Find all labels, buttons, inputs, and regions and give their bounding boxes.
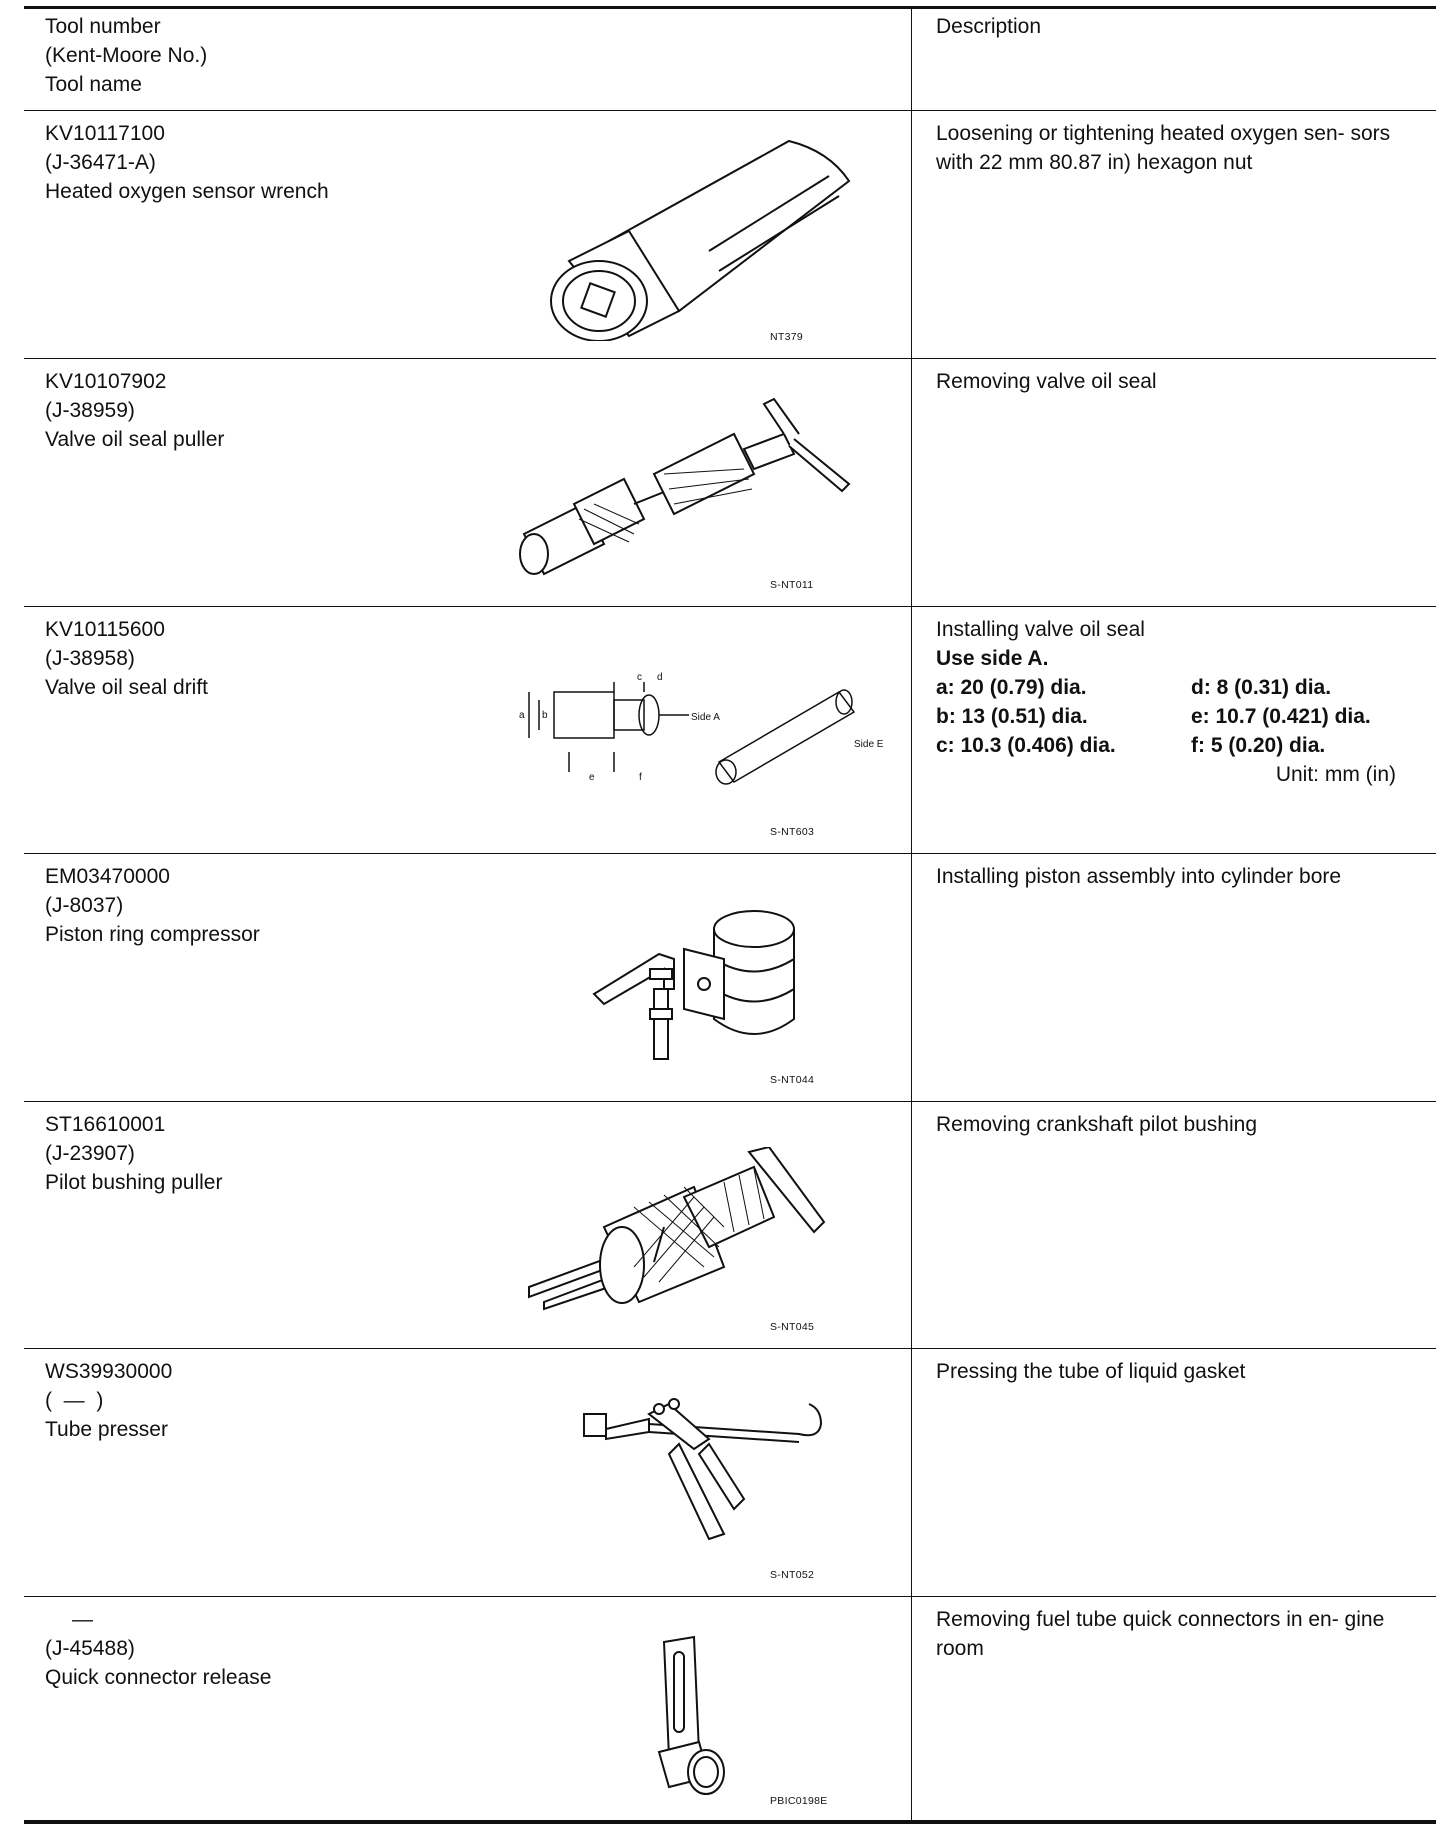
diagram-label-side-e: Side E [854, 739, 884, 750]
spec-e: e: 10.7 (0.421) dia. [1191, 705, 1371, 728]
diagram-label-a: a [519, 710, 525, 721]
tool-name: Pilot bushing puller [45, 1171, 223, 1194]
tool-description-block [936, 615, 1416, 789]
table-row [24, 854, 1436, 1102]
piston-ring-compressor-icon [584, 909, 824, 1074]
table-row [24, 607, 1436, 854]
image-code: S-NT603 [770, 826, 815, 838]
diagram-label-b: b [542, 710, 548, 721]
pilot-bushing-puller-icon [524, 1147, 854, 1322]
image-code: S-NT011 [770, 579, 814, 591]
tool-number: WS39930000 [45, 1360, 173, 1383]
kent-moore-number: (J-8037) [45, 894, 124, 917]
tool-name: Valve oil seal drift [45, 676, 209, 699]
table-bottom-rule [24, 1820, 1436, 1824]
tool-description: Pressing the tube of liquid gasket [936, 1360, 1246, 1383]
spec-grid [936, 673, 1416, 760]
table-row [24, 1597, 1436, 1821]
table-header [24, 9, 1436, 111]
diagram-label-c: c [637, 672, 642, 683]
tool-description: Installing valve oil seal [936, 618, 1145, 641]
spec-c: c: 10.3 (0.406) dia. [936, 734, 1116, 757]
tool-info [45, 367, 224, 454]
tool-info [45, 1605, 271, 1692]
tool-description: Installing piston assembly into cylinder bore [936, 865, 1342, 888]
table-row [24, 1349, 1436, 1597]
tool-number: ST16610001 [45, 1113, 166, 1136]
diagram-label-e: e [589, 772, 595, 783]
tool-number: — [72, 1608, 93, 1631]
kent-moore-number: (J-36471-A) [45, 151, 156, 174]
tool-name: Piston ring compressor [45, 923, 260, 946]
diagram-label-side-a: Side A [691, 712, 720, 723]
header-tool-number: Tool number [45, 15, 161, 38]
valve-oil-seal-puller-icon [504, 394, 884, 589]
tool-info [45, 1110, 222, 1197]
tool-description: Removing crankshaft pilot bushing [936, 1113, 1258, 1136]
tool-description: Loosening or tightening heated oxygen sen- sors with 22 mm 80.87 in) hexagon nut [936, 122, 1391, 174]
header-description: Description [936, 15, 1042, 38]
image-code: S-NT044 [770, 1074, 815, 1086]
header-tool-column [45, 12, 207, 99]
tool-number: KV10107902 [45, 370, 167, 393]
spec-d: d: 8 (0.31) dia. [1191, 676, 1332, 699]
spec-b: b: 13 (0.51) dia. [936, 705, 1088, 728]
table-row [24, 1102, 1436, 1349]
tool-number: KV10115600 [45, 618, 165, 641]
tool-name: Heated oxygen sensor wrench [45, 180, 329, 203]
spec-title: Use side A. [936, 647, 1049, 670]
heated-oxygen-sensor-wrench-icon [529, 121, 869, 346]
tube-presser-icon [559, 1384, 849, 1569]
valve-oil-seal-drift-icon [509, 672, 889, 797]
kent-moore-number: (J-23907) [45, 1142, 135, 1165]
kent-moore-number: ( — ) [45, 1389, 104, 1412]
tool-name: Quick connector release [45, 1666, 272, 1689]
table-row [24, 359, 1436, 607]
unit-note: Unit: mm (in) [1275, 763, 1396, 786]
diagram-label-d: d [657, 672, 663, 683]
image-code: S-NT045 [770, 1321, 815, 1333]
tool-number: EM03470000 [45, 865, 170, 888]
spec-f: f: 5 (0.20) dia. [1191, 734, 1326, 757]
tool-description: Removing fuel tube quick connectors in en- gine room [936, 1608, 1385, 1660]
diagram-label-f: f [639, 772, 642, 783]
tool-info [45, 1357, 172, 1444]
tool-info [45, 615, 208, 702]
spec-a: a: 20 (0.79) dia. [936, 676, 1087, 699]
table-row [24, 111, 1436, 359]
image-code: S-NT052 [770, 1569, 815, 1581]
tool-info [45, 119, 329, 206]
tool-name: Valve oil seal puller [45, 428, 225, 451]
kent-moore-number: (J-38958) [45, 647, 135, 670]
kent-moore-number: (J-45488) [45, 1637, 135, 1660]
image-code: NT379 [770, 331, 804, 343]
tool-info [45, 862, 260, 949]
quick-connector-release-icon [644, 1632, 754, 1812]
tool-number: KV10117100 [45, 122, 165, 145]
header-kent-moore: (Kent-Moore No.) [45, 44, 208, 67]
kent-moore-number: (J-38959) [45, 399, 135, 422]
header-tool-name: Tool name [45, 73, 142, 96]
tool-description: Removing valve oil seal [936, 370, 1157, 393]
tool-name: Tube presser [45, 1418, 168, 1441]
image-code: PBIC0198E [770, 1795, 828, 1807]
